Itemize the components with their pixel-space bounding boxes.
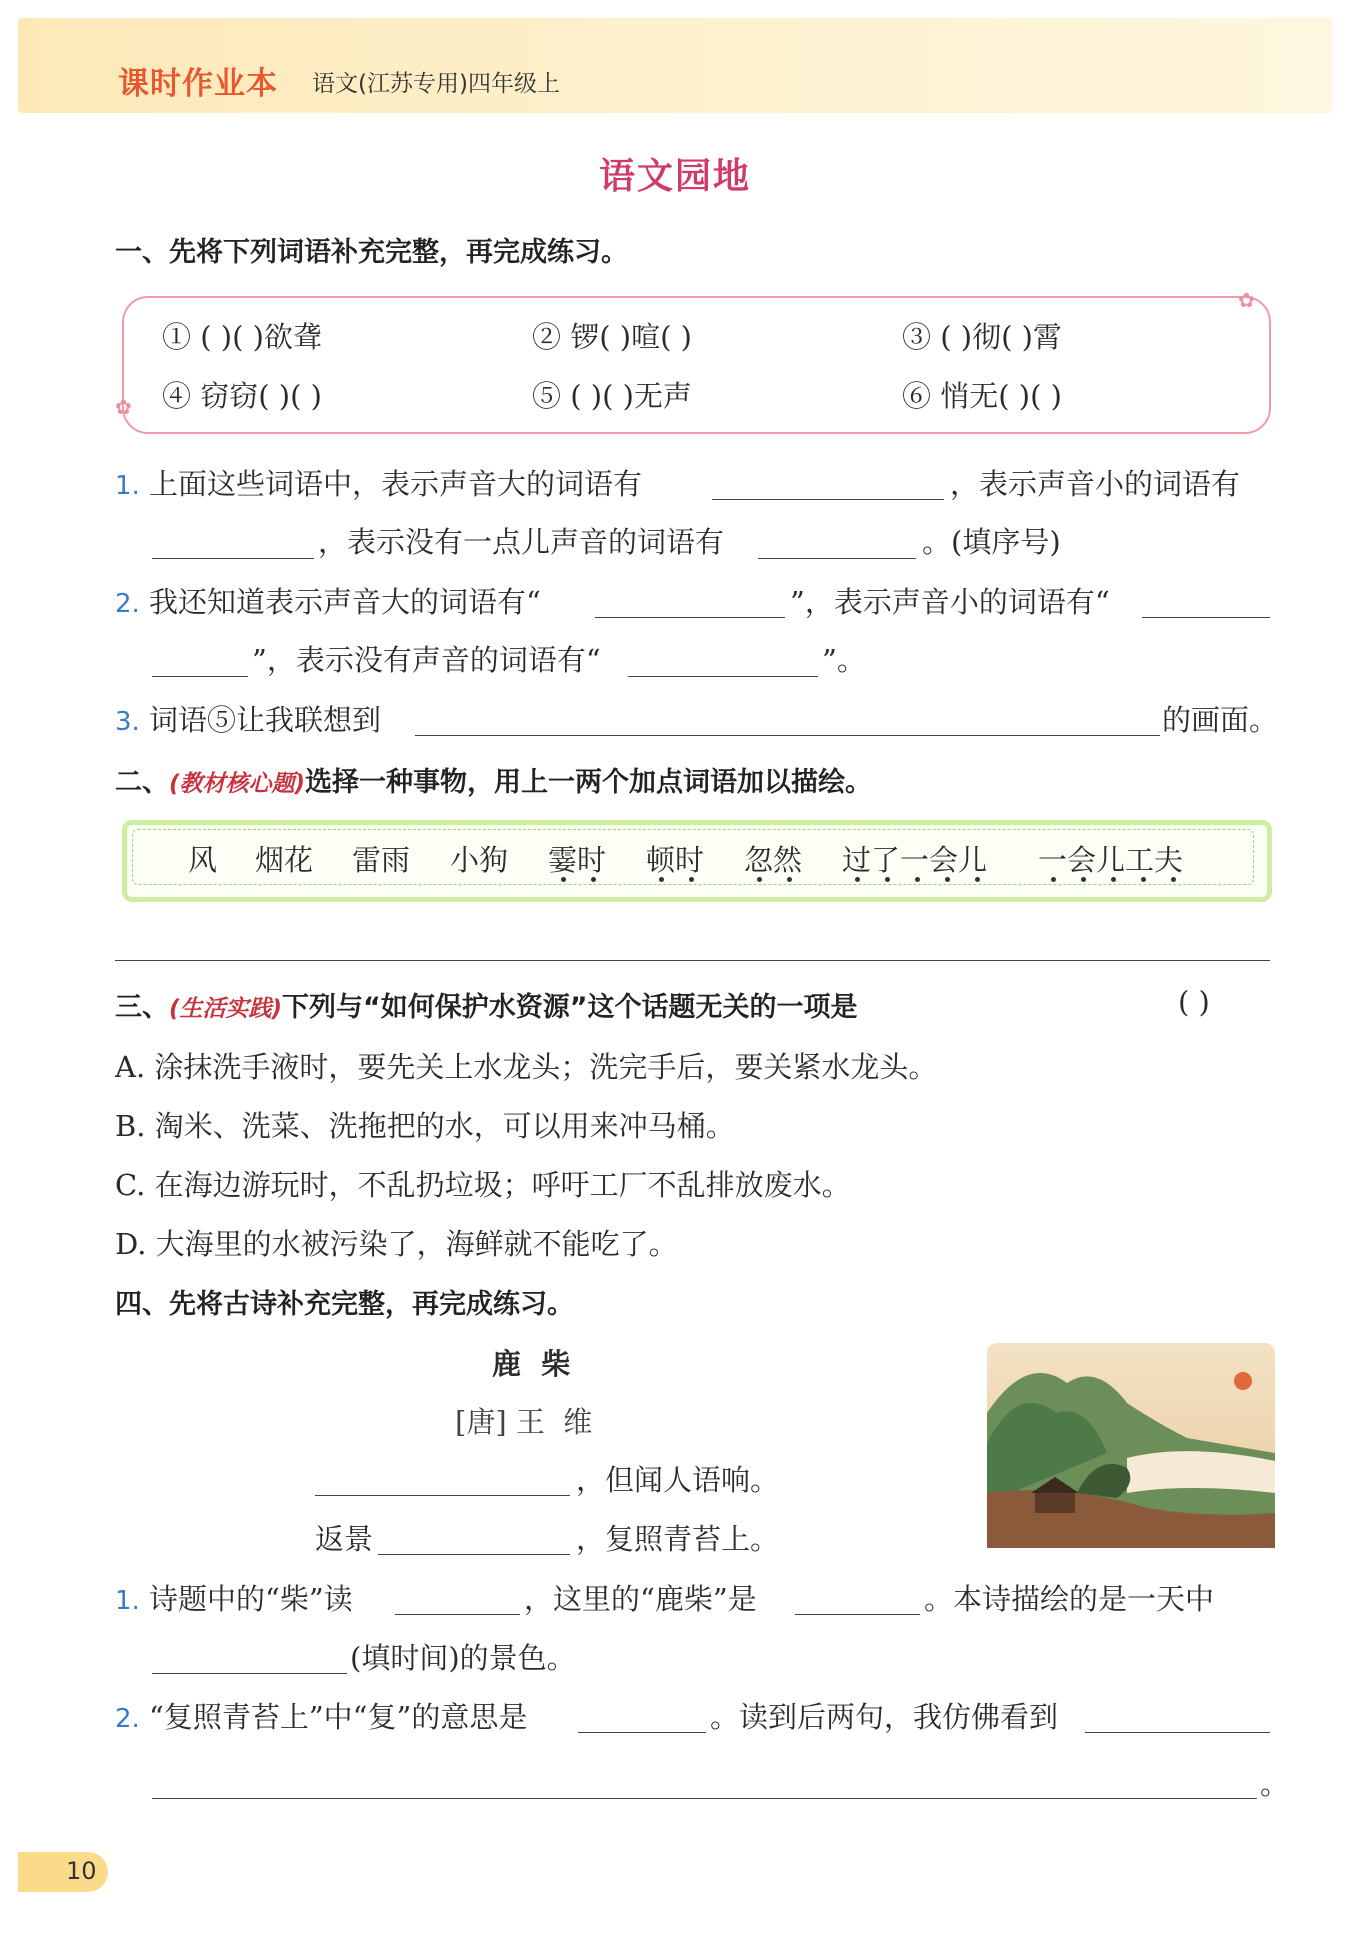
idiom-item-6: ⑥ 悄无( )( ): [902, 379, 1062, 413]
emphasis-dot: [787, 877, 792, 882]
answer-blank[interactable]: [795, 1614, 920, 1615]
q2-text: ”。: [822, 643, 866, 677]
answer-line[interactable]: [115, 960, 1270, 961]
emphasis-dot: [915, 877, 920, 882]
section-2-heading: 二、(教材核心题)选择一种事物，用上一两个加点词语加以描绘。: [115, 767, 873, 798]
q2-line1: 2. 我还知道表示声音大的词语有“: [115, 585, 541, 619]
poem-author: [唐] 王 维: [455, 1405, 593, 1439]
answer-blank[interactable]: [152, 1673, 347, 1674]
answer-blank[interactable]: [578, 1732, 706, 1733]
emphasis-dot: [945, 877, 950, 882]
q3-line: 3. 词语⑤让我联想到: [115, 703, 382, 737]
word-item: 雷雨: [352, 843, 411, 877]
q2-text: ”，表示没有声音的词语有“: [252, 643, 601, 677]
answer-blank[interactable]: [628, 676, 818, 677]
idiom-item-5: ⑤ ( )( )无声: [532, 379, 692, 413]
s4-q1-text: 。本诗描绘的是一天中: [924, 1582, 1215, 1616]
answer-blank[interactable]: [595, 617, 785, 618]
word-item: 顿时: [646, 843, 705, 877]
option-a: A. 涂抹洗手液时，要先关上水龙头；洗完手后，要关紧水龙头。: [115, 1050, 938, 1084]
poem-blank[interactable]: [378, 1554, 570, 1555]
s4-q2-end: 。: [1260, 1767, 1290, 1801]
word-item: 忽然: [744, 843, 803, 877]
brand-title: 课时作业本: [118, 66, 278, 102]
option-d: D. 大海里的水被污染了，海鲜就不能吃了。: [115, 1227, 678, 1261]
emphasis-dot: [591, 877, 596, 882]
word-item: 一会儿工夫: [1038, 843, 1184, 877]
section-3-heading: 三、(生活实践)下列与“如何保护水资源”这个话题无关的一项是: [115, 992, 858, 1023]
emphasis-dot: [1111, 877, 1116, 882]
q2-text: ”，表示声音小的词语有“: [790, 585, 1110, 619]
answer-blank[interactable]: [1142, 617, 1270, 618]
answer-blank[interactable]: [712, 499, 944, 500]
word-item: 小狗: [450, 843, 509, 877]
word-item: 过了一会儿: [842, 843, 988, 877]
emphasis-dot: [885, 877, 890, 882]
book-subtitle: 语文(江苏专用)四年级上: [312, 71, 560, 97]
idiom-item-1: ① ( )( )欲聋: [162, 320, 322, 354]
landscape-illustration: [987, 1343, 1275, 1548]
word-item: 烟花: [255, 843, 314, 877]
answer-line[interactable]: [152, 1798, 1257, 1799]
s4-q1-text: ，这里的“鹿柴”是: [524, 1582, 757, 1616]
page-title: 语文园地: [598, 156, 751, 197]
emphasis-dot: [561, 877, 566, 882]
s4-q2-text: 。读到后两句，我仿佛看到: [710, 1700, 1059, 1734]
idiom-item-3: ③ ( )彻( )霄: [902, 320, 1062, 354]
emphasis-dot: [659, 877, 664, 882]
emphasis-dot: [689, 877, 694, 882]
answer-blank[interactable]: [152, 558, 314, 559]
poem-title: 鹿 柴: [492, 1347, 571, 1381]
paw-icon: ✿: [1238, 288, 1255, 312]
emphasis-dot: [1141, 877, 1146, 882]
emphasis-dot: [1081, 877, 1086, 882]
q1-text: ，表示没有一点儿声音的词语有: [318, 525, 725, 559]
option-c: C. 在海边游玩时，不乱扔垃圾；呼吁工厂不乱排放废水。: [115, 1168, 851, 1202]
section-4-heading: 四、先将古诗补充完整，再完成练习。: [115, 1289, 574, 1320]
section-1-heading: 一、先将下列词语补充完整，再完成练习。: [115, 237, 628, 268]
emphasis-dot: [855, 877, 860, 882]
answer-blank[interactable]: [758, 558, 916, 559]
poem-line-1: ，但闻人语响。: [576, 1463, 780, 1497]
idiom-item-4: ④ 窃窃( )( ): [162, 379, 322, 413]
q1-line1: 1. 上面这些词语中，表示声音大的词语有: [115, 467, 643, 501]
idiom-item-2: ② 锣( )喧( ): [532, 320, 692, 354]
emphasis-dot: [975, 877, 980, 882]
s4-q1-line1: 1. 诗题中的“柴”读: [115, 1582, 353, 1616]
q3-text: 的画面。: [1162, 703, 1279, 737]
page-number-badge: [18, 1852, 108, 1892]
answer-paren[interactable]: ( ): [1178, 985, 1210, 1019]
answer-blank[interactable]: [395, 1614, 520, 1615]
paw-icon: ✿: [115, 395, 132, 419]
emphasis-dot: [1171, 877, 1176, 882]
answer-blank[interactable]: [1085, 1732, 1270, 1733]
poem-line-2-start: 返景: [315, 1522, 374, 1556]
emphasis-dot: [1051, 877, 1056, 882]
answer-blank[interactable]: [152, 676, 248, 677]
q1-text: ，表示声音小的词语有: [950, 467, 1241, 501]
s4-q2-line1: 2. “复照青苔上”中“复”的意思是: [115, 1700, 528, 1734]
s4-q1-text: (填时间)的景色。: [350, 1641, 576, 1675]
word-item: 风: [188, 843, 218, 877]
emphasis-dot: [757, 877, 762, 882]
q1-text: 。(填序号): [922, 525, 1061, 559]
word-item: 霎时: [548, 843, 607, 877]
poem-line-2-end: ，复照青苔上。: [576, 1522, 780, 1556]
poem-blank[interactable]: [315, 1495, 570, 1496]
option-b: B. 淘米、洗菜、洗拖把的水，可以用来冲马桶。: [115, 1109, 735, 1143]
page-number: 10: [66, 1857, 97, 1885]
answer-blank[interactable]: [415, 735, 1160, 736]
